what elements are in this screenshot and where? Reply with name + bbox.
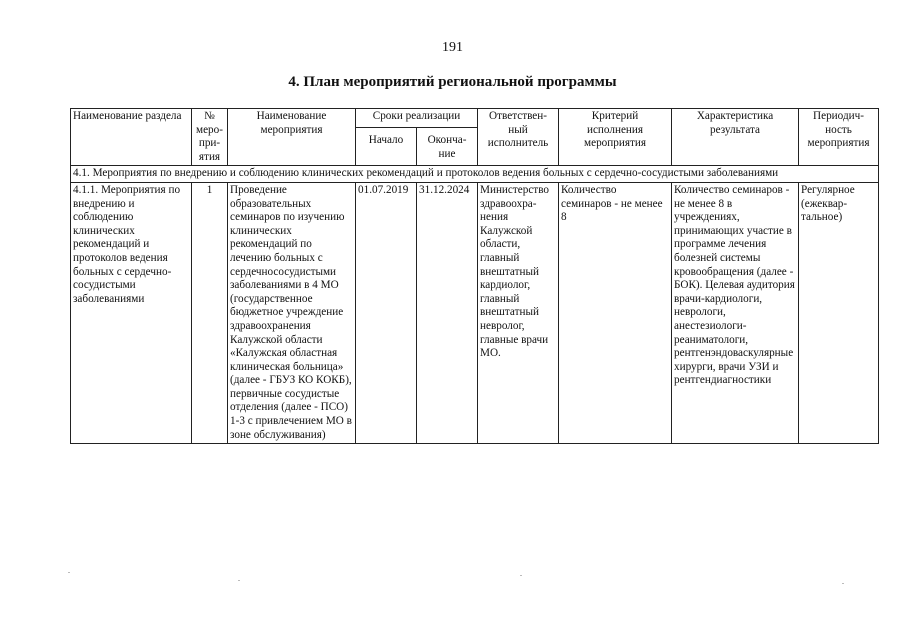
scan-speck bbox=[68, 572, 70, 573]
cell-number: 1 bbox=[192, 182, 228, 443]
header-frequency: Периодич- ность мероприятия bbox=[799, 109, 879, 166]
header-row bbox=[71, 109, 879, 128]
plan-table bbox=[70, 108, 879, 444]
scan-speck bbox=[842, 583, 844, 584]
cell-responsible: Министерство здравоохра-нения Калужской области, главный внештатный кардиолог, главный внештатный невролог, главные врачи МО. bbox=[478, 182, 559, 443]
section-title: 4.1. Мероприятия по внедрению и соблюдению клинических рекомендаций и протоколов ведения больных с сердечно-сосудистыми заболеваниями bbox=[71, 166, 879, 183]
header-responsible: Ответствен- ный исполнитель bbox=[478, 109, 559, 166]
scan-speck bbox=[520, 575, 522, 576]
header-period: Сроки реализации bbox=[356, 109, 478, 128]
document-title: 4. План мероприятий региональной программы bbox=[288, 74, 617, 90]
cell-section-name: 4.1.1. Мероприятия по внедрению и соблюдению клинических рекомендаций и протоколов ведения больных с сердечно-сосудистыми заболеваниями bbox=[71, 182, 192, 443]
header-number: № меро- при- ятия bbox=[192, 109, 228, 166]
header-event-name: Наименование мероприятия bbox=[228, 109, 356, 166]
section-row bbox=[71, 166, 879, 183]
cell-criterion: Количество семинаров - не менее 8 bbox=[559, 182, 672, 443]
header-end: Оконча- ние bbox=[417, 128, 478, 166]
cell-start: 01.07.2019 bbox=[356, 182, 417, 443]
cell-end: 31.12.2024 bbox=[417, 182, 478, 443]
header-criterion: Критерий исполнения мероприятия bbox=[559, 109, 672, 166]
header-start: Начало bbox=[356, 128, 417, 166]
cell-result: Количество семинаров - не менее 8 в учреждениях, принимающих участие в программе лечения болезней системы кровообращения (далее - БОК). Целевая аудитория врачи-кардиологи, неврологи, анестезиологи-реаниматологи, рентгенэндоваскулярные хирурги, врачи УЗИ и рентгендиагностики bbox=[672, 182, 799, 443]
table-row bbox=[71, 182, 879, 443]
cell-event-name: Проведение образовательных семинаров по изучению клинических рекомендаций по лечению больных с сердечнососудистыми заболеваниями в 4 МО (государственное бюджетное учреждение здравоохранения Калужской области «Калужская областная клиническая больница» (далее - ГБУЗ КО КОКБ), первичные сосудистые отделения (далее - ПСО) 1-3 с привлечением МО в зоне обслуживания) bbox=[228, 182, 356, 443]
header-section-name: Наименование раздела bbox=[71, 109, 192, 166]
header-result: Характеристика результата bbox=[672, 109, 799, 166]
cell-frequency: Регулярное (ежеквар-тальное) bbox=[799, 182, 879, 443]
page-number: 191 bbox=[442, 40, 463, 55]
scan-speck bbox=[238, 580, 240, 581]
